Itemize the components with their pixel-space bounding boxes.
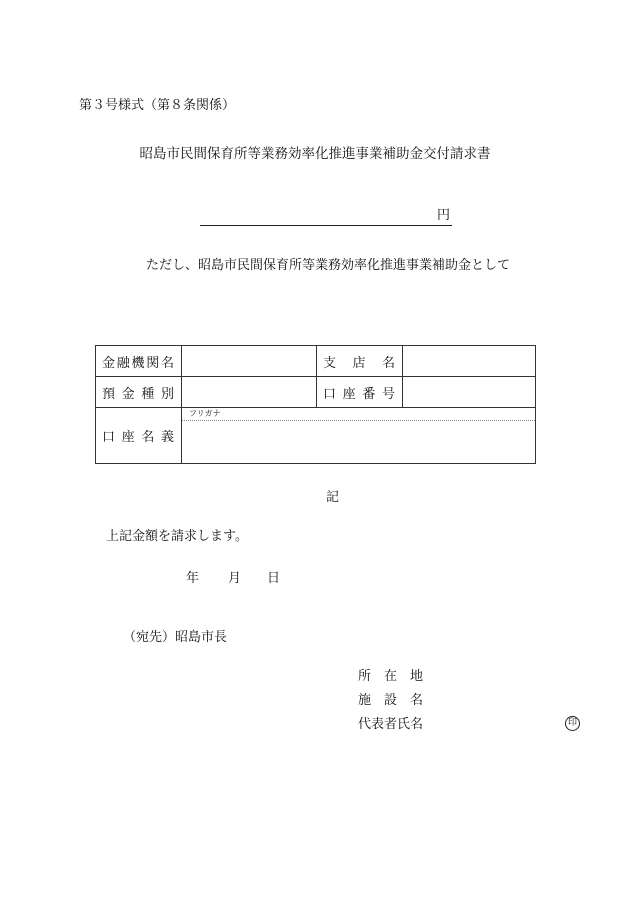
- addressee: （宛先）昭島市長: [123, 630, 228, 645]
- ki-heading: 記: [326, 490, 340, 505]
- deposit-type-label-char: 種: [141, 386, 155, 402]
- bank-name-label-char: 金: [102, 355, 116, 371]
- account-name-label-char: 口: [102, 430, 116, 445]
- bank-name-label-char: 機: [131, 355, 145, 371]
- branch-label-char: 店: [352, 355, 366, 371]
- account-name-label-char: 名: [141, 430, 155, 445]
- account-number-field[interactable]: [403, 377, 536, 408]
- account-name-label-cell: [96, 408, 182, 464]
- account-number-label-char: 号: [381, 386, 395, 402]
- date-day-label: 日: [267, 571, 281, 586]
- form-number: 第３号様式（第８条関係）: [79, 98, 236, 113]
- date-month-label: 月: [228, 571, 242, 586]
- bank-account-table: [95, 345, 536, 464]
- deposit-type-label-char: 預: [102, 386, 116, 402]
- amount-field-line[interactable]: [200, 225, 452, 226]
- account-name-label-char: 義: [160, 430, 174, 445]
- account-number-label-char: 口: [323, 386, 337, 402]
- bank-name-label-char: 関: [146, 355, 160, 371]
- branch-label-char: 支: [323, 355, 337, 371]
- seal-mark: 印: [565, 716, 580, 731]
- bank-name-label-char: 融: [116, 355, 130, 371]
- branch-field[interactable]: [403, 346, 536, 377]
- furigana-label: フリガナ: [182, 408, 535, 421]
- bank-name-label-cell: [96, 346, 182, 377]
- date-year-label: 年: [186, 571, 200, 586]
- form-title: 昭島市民間保育所等業務効率化推進事業補助金交付請求書: [139, 146, 491, 162]
- deposit-type-field[interactable]: [182, 377, 317, 408]
- facility-name-label: 施 設 名: [358, 693, 424, 708]
- amount-unit: 円: [437, 208, 451, 223]
- address-label: 所 在 地: [358, 669, 424, 684]
- account-number-label-char: 番: [362, 386, 376, 402]
- request-text: 上記金額を請求します。: [106, 529, 248, 544]
- purpose-text: ただし、昭島市民間保育所等業務効率化推進事業補助金として: [146, 258, 511, 273]
- representative-name-label: 代表者氏名: [358, 717, 424, 732]
- account-name-field[interactable]: [182, 408, 536, 464]
- account-number-label-cell: [317, 377, 403, 408]
- bank-name-label-char: 名: [160, 355, 174, 371]
- account-name-label-char: 座: [121, 430, 135, 445]
- deposit-type-label-cell: [96, 377, 182, 408]
- branch-label-char: 名: [381, 355, 395, 371]
- account-number-label-char: 座: [342, 386, 356, 402]
- deposit-type-label-char: 別: [160, 386, 174, 402]
- deposit-type-label-char: 金: [121, 386, 135, 402]
- bank-name-field[interactable]: [182, 346, 317, 377]
- branch-label-cell: [317, 346, 403, 377]
